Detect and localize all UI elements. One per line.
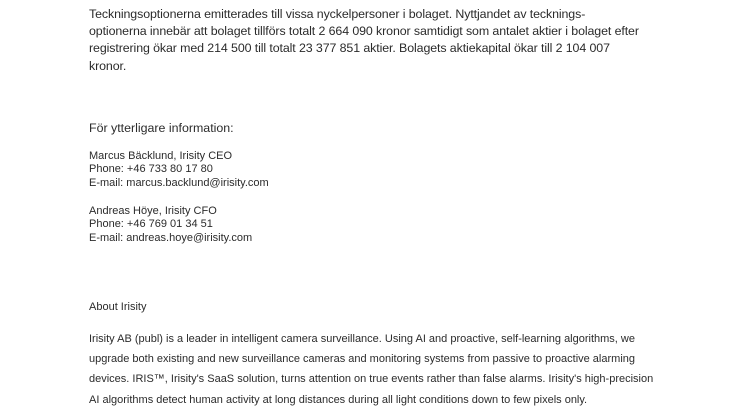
about-line: Irisity AB (publ) is a leader in intelligent camera surveillance. Using AI and proactive, self-learning algorithms, we: [89, 333, 635, 345]
about-line: AI algorithms detect human activity at long distances during all light conditions down to few pixels only.: [89, 393, 588, 406]
contact-phone: Phone: +46 733 80 17 80: [89, 163, 213, 176]
contact-phone: Phone: +46 769 01 34 51: [89, 218, 213, 231]
contact-name-title: Andreas Höye, Irisity CFO: [89, 205, 217, 217]
about-title: About Irisity: [89, 301, 147, 313]
contact-name-title: Marcus Bäcklund, Irisity CEO: [89, 150, 233, 162]
about-line: upgrade both existing and new surveillance cameras and monitoring systems from passive to proactive alarming: [89, 353, 635, 366]
more-info-heading: För ytterligare information:: [89, 121, 234, 135]
intro-line: optionerna innebär att bolaget tillförs totalt 2 664 090 kronor samtidigt som antalet aktier i bolaget efter: [89, 24, 639, 39]
intro-paragraph: [89, 6, 669, 75]
intro-line: registrering ökar med 214 500 till totalt 23 377 851 aktier. Bolagets aktiekapital ökar till 2 104 007: [89, 41, 610, 56]
contact-block-ceo: [89, 150, 269, 190]
about-line: devices. IRIS™, Irisity's SaaS solution, turns attention on true events rather than false alarms. Irisity's high-precision: [89, 373, 654, 386]
intro-line: Teckningsoptionerna emitterades till vissa nyckelpersoner i bolaget. Nyttjandet av tecknings-: [89, 7, 586, 21]
contact-email: E-mail: andreas.hoye@irisity.com: [89, 231, 253, 244]
contact-block-cfo: [89, 205, 252, 245]
intro-line: kronor.: [89, 58, 127, 73]
about-paragraph: [89, 329, 669, 410]
contact-email: E-mail: marcus.backlund@irisity.com: [89, 176, 269, 189]
